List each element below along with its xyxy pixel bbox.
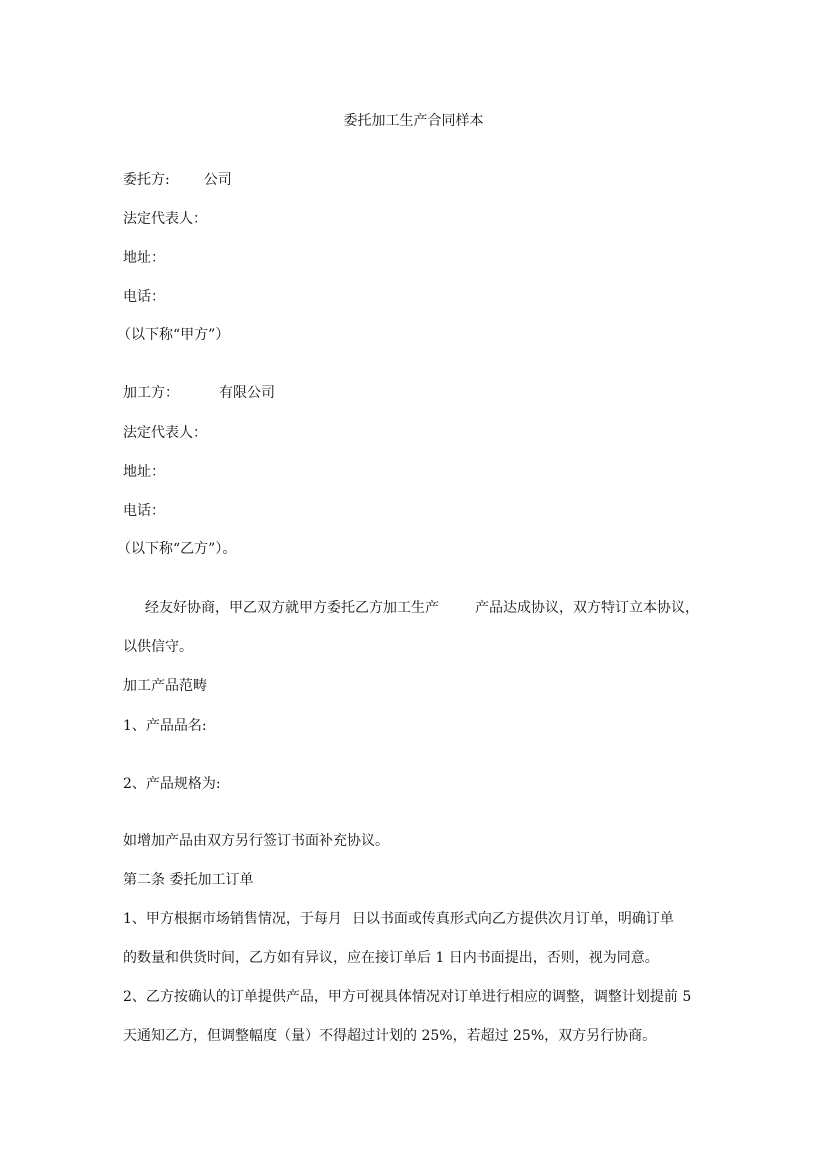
section1-item-1: 1、产品品名: [123, 718, 207, 734]
section1-note: 如增加产品由双方另行签订书面补充协议。 [123, 833, 389, 849]
section2-p1-line-1 [123, 910, 674, 928]
section2-heading: 第二条 委托加工订单 [123, 872, 254, 888]
party-a-label: 委托方: [123, 172, 170, 188]
section2-p1-line-2: 的数量和供货时间，乙方如有异议，应在接订单后 1 日内书面提出，否则，视为同意。 [123, 950, 659, 966]
party-a-line [123, 171, 232, 189]
document-title: 委托加工生产合同样本 [343, 113, 484, 129]
party-a-alias: （以下称“甲方”） [117, 327, 230, 343]
party-a-phone: 电话： [123, 289, 165, 305]
intro-part-2: 产品达成协议，双方特订立本协议， [475, 600, 699, 616]
intro-part-1: 经友好协商，甲乙双方就甲方委托乙方加工生产 [145, 600, 439, 616]
party-b-line [123, 384, 275, 402]
party-b-label: 加工方： [123, 385, 179, 401]
section1-heading: 加工产品范畴 [123, 678, 207, 694]
section1-item-2: 2、产品规格为: [123, 776, 221, 792]
party-b-address: 地址： [123, 464, 165, 480]
party-b-name: 有限公司 [219, 385, 275, 401]
party-b-phone: 电话： [123, 503, 165, 519]
party-a-name: 公司 [203, 172, 232, 188]
section2-p1-part-a: 1、甲方根据市场销售情况，于每月 [123, 911, 342, 927]
intro-line-1 [123, 599, 699, 617]
party-a-address: 地址： [123, 250, 165, 266]
party-b-rep: 法定代表人： [123, 425, 207, 441]
party-a-rep: 法定代表人： [123, 211, 207, 227]
section2-p2-line-2: 天通知乙方，但调整幅度（量）不得超过计划的 25%，若超过 25%，双方另行协商。 [123, 1028, 657, 1044]
intro-line-2: 以供信守。 [123, 639, 193, 655]
section2-p1-part-b: 日以书面或传真形式向乙方提供次月订单，明确订单 [351, 911, 674, 927]
section2-p2-line-1: 2、乙方按确认的订单提供产品，甲方可视具体情况对订单进行相应的调整，调整计划提前 5 [123, 989, 692, 1005]
party-b-alias: （以下称“乙方”）。 [117, 541, 237, 557]
